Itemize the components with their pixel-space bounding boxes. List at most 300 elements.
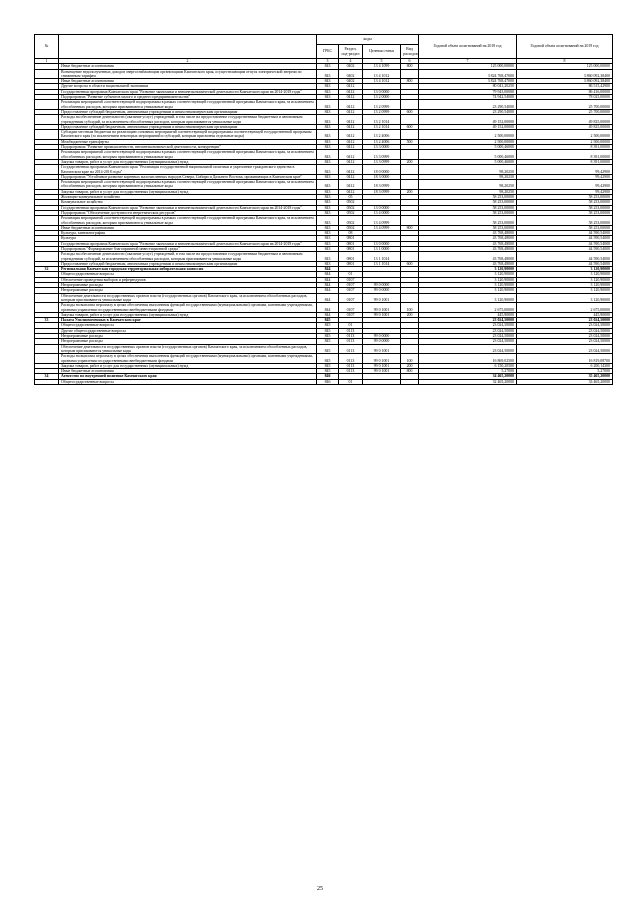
row-vid: 800 [401, 79, 419, 84]
row-grbs: 845 [317, 328, 339, 333]
row-number [35, 130, 59, 140]
row-tsel: 13 1 0000 [363, 246, 401, 251]
row-name: Непрограммные расходы [59, 339, 317, 344]
row-razdel: 0113 [339, 339, 363, 344]
row-vid: 100 [401, 303, 419, 313]
row-grbs: 845 [317, 323, 339, 328]
row-razdel: 0113 [339, 363, 363, 368]
row-razdel: 0801 [339, 246, 363, 251]
row-name: Культура [59, 236, 317, 241]
row-razdel: 0412 [339, 180, 363, 190]
row-tsel: 13 2 1014 [363, 124, 401, 129]
column-number: 3 [317, 59, 339, 64]
row-razdel: 0801 [339, 252, 363, 262]
row-amount-2018: 16 869,02500 [419, 354, 517, 364]
row-vid [401, 344, 419, 354]
row-vid: 200 [401, 189, 419, 194]
row-number [35, 115, 59, 125]
row-amount-2019: 44 590,54000 [517, 231, 613, 236]
row-name: Другие вопросы в области национальной экономики [59, 84, 317, 89]
column-number: 6 [401, 59, 419, 64]
row-razdel: 0402 [339, 79, 363, 84]
row-grbs: 844 [317, 283, 339, 288]
row-razdel: 0113 [339, 354, 363, 364]
row-grbs: 844 [317, 272, 339, 277]
column-number: 5 [363, 59, 401, 64]
row-amount-2019: 58 253,00000 [517, 205, 613, 210]
row-grbs: 846 [317, 374, 339, 379]
row-tsel: 13 2 0000 [363, 95, 401, 100]
row-amount-2018: 58 253,00000 [419, 200, 517, 205]
row-razdel: 0412 [339, 130, 363, 140]
row-amount-2018: 23 024,50000 [419, 328, 517, 333]
row-amount-2018: 23 290,54000 [419, 109, 517, 114]
row-grbs: 844 [317, 312, 339, 317]
row-name: Закупка товаров, работ и услуг для государственных (муниципальных) нужд [59, 312, 317, 317]
row-grbs: 843 [317, 210, 339, 215]
row-grbs: 845 [317, 334, 339, 339]
row-vid: 800 [401, 369, 419, 374]
row-amount-2018: 58 253,00000 [419, 216, 517, 226]
row-tsel: 13 0 0000 [363, 205, 401, 210]
row-amount-2019: 6 200,14300 [517, 363, 613, 368]
column-number: 7 [419, 59, 517, 64]
table-row [35, 252, 613, 262]
row-tsel: 13 0 0000 [363, 89, 401, 94]
row-name: Иные бюджетные ассигнования [59, 369, 317, 374]
row-name: Реализация мероприятий «соответствующей подпрограммы в рамках соответствующей государственной программы Камчатского края, за исключением обособленных расходов, которым присваиваются уникальные коды [59, 100, 317, 110]
row-grbs: 843 [317, 95, 339, 100]
header-grbs: ГРБС [317, 45, 339, 59]
row-vid: 600 [401, 124, 419, 129]
row-razdel: 0412 [339, 159, 363, 164]
row-razdel: 0107 [339, 277, 363, 282]
row-tsel: 99 0 1001 [363, 344, 401, 354]
header-name [59, 35, 317, 59]
row-vid: 100 [401, 354, 419, 364]
row-name: Подпрограмма "Обеспечение доступности энергетических ресурсов" [59, 210, 317, 215]
row-vid: 200 [401, 312, 419, 317]
row-amount-2019: 99,42900 [517, 174, 613, 179]
table-row [35, 69, 613, 79]
row-name: Палата Уполномоченных в Камчатском крае [59, 318, 317, 323]
row-tsel: 13 3 0999 [363, 150, 401, 160]
row-tsel: 13 4 0999 [363, 225, 401, 230]
header-vid: Вид расходов [401, 45, 419, 59]
row-amount-2018: 43 768,48000 [419, 252, 517, 262]
row-tsel: 99 0 1001 [363, 354, 401, 364]
row-vid: 600 [401, 261, 419, 266]
row-name: Коммунальное хозяйство [59, 200, 317, 205]
row-grbs: 843 [317, 64, 339, 69]
row-amount-2019: 23 024,50000 [517, 328, 613, 333]
row-number [35, 216, 59, 226]
row-amount-2019: 8 391,00000 [517, 150, 613, 160]
row-name: Подпрограмма "Устойчивое развитие коренных малочисленных народов Севера, Сибири и Дальнего Востока, проживающих в Камчатском крае" [59, 174, 317, 179]
row-grbs: 843 [317, 236, 339, 241]
row-amount-2019: 44 590,54000 [517, 252, 613, 262]
row-amount-2018: 3 120,90000 [419, 267, 517, 272]
row-amount-2019: 445,90000 [517, 312, 613, 317]
column-number: 2 [59, 59, 317, 64]
row-number [35, 69, 59, 79]
row-amount-2018: 23 024,50000 [419, 339, 517, 344]
row-amount-2019: 3 120,90000 [517, 267, 613, 272]
table-row [35, 216, 613, 226]
table-row [35, 130, 613, 140]
row-name: Иные бюджетные ассигнования [59, 79, 317, 84]
row-razdel: 0502 [339, 216, 363, 226]
row-vid: 800 [401, 64, 419, 69]
table-row [35, 165, 613, 175]
row-tsel: 13 2 4006 [363, 130, 401, 140]
row-razdel: 0412 [339, 174, 363, 179]
row-amount-2019: 23 024,50000 [517, 318, 613, 323]
row-name: Реализация мероприятий «соответствующей подпрограммы в рамках соответствующей государственной программы Камчатского края, за исключением обособленных расходов, которым присваиваются уникальные коды [59, 180, 317, 190]
row-amount-2019: 23 024,50000 [517, 334, 613, 339]
row-tsel: 13 4 1012 [363, 79, 401, 84]
row-name: Предоставление субсидий бюджетным, автономным учреждениям и иным некоммерческим организациям [59, 261, 317, 266]
row-amount-2018: 5 000,46000 [419, 145, 517, 150]
row-amount-2018: 23 024,50000 [419, 334, 517, 339]
row-name: Обеспечение деятельности государственных органов власти (государственных органов) Камчатского края, за исключением обособленных расходов, которым присваиваются уникальные коды [59, 344, 317, 354]
header-2018: Годовой объем ассигнований на 2018 год [419, 35, 517, 59]
row-amount-2018: 43 768,48000 [419, 261, 517, 266]
row-tsel: 13 2 1014 [363, 115, 401, 125]
row-amount-2019: 44 590,54000 [517, 261, 613, 266]
row-amount-2018: 23 024,50000 [419, 318, 517, 323]
row-tsel: 99 0 0000 [363, 288, 401, 293]
row-vid [401, 216, 419, 226]
row-name: Реализация мероприятий «соответствующей подпрограммы в рамках соответствующей государственной программы Камчатского края, за исключением обособленных расходов, которым присваиваются уникальные коды [59, 150, 317, 160]
row-name: Государственная программа Камчатского края "Развитие экономики и внешнеэкономической деятельности Камчатского края на 2014-2018 годы" [59, 241, 317, 246]
row-amount-2018: 79 943,00000 [419, 89, 517, 94]
row-name: Непрограммные расходы [59, 288, 317, 293]
row-amount-2019: 99,42900 [517, 180, 613, 190]
row-amount-2019: 78 025,00000 [517, 95, 613, 100]
row-grbs: 843 [317, 180, 339, 190]
row-vid [401, 115, 419, 125]
table-row [35, 150, 613, 160]
row-amount-2018: 98,20250 [419, 189, 517, 194]
row-amount-2019: 3 120,90000 [517, 283, 613, 288]
row-grbs: 845 [317, 363, 339, 368]
row-amount-2019: 58 253,00000 [517, 200, 613, 205]
header-codes: коды [317, 35, 419, 45]
row-tsel: 13 4 1012 [363, 69, 401, 79]
row-razdel: 08 [339, 231, 363, 236]
row-amount-2019: 23 024,50000 [517, 339, 613, 344]
row-name: Жилищно-коммунальное хозяйство [59, 195, 317, 200]
row-amount-2019: 23 024,50000 [517, 344, 613, 354]
row-amount-2019: 35 465,20000 [517, 374, 613, 379]
row-tsel: 18 3 0999 [363, 180, 401, 190]
row-amount-2019: 58 253,00000 [517, 225, 613, 230]
header-tsel: Целевая статья [363, 45, 401, 59]
row-grbs: 845 [317, 339, 339, 344]
row-razdel: 0412 [339, 165, 363, 175]
row-amount-2018: 23 024,50000 [419, 323, 517, 328]
row-vid [401, 150, 419, 160]
row-amount-2019: 58 253,00000 [517, 195, 613, 200]
row-amount-2018: 43 768,48000 [419, 241, 517, 246]
table-row [35, 115, 613, 125]
row-razdel: 0412 [339, 95, 363, 100]
row-amount-2018: 3 824 768,47000 [419, 69, 517, 79]
row-razdel: 0801 [339, 236, 363, 241]
row-grbs: 844 [317, 277, 339, 282]
row-amount-2019: 99,42900 [517, 165, 613, 175]
row-name: Межбюджетные трансферты [59, 139, 317, 144]
row-tsel: 99 0 1001 [363, 369, 401, 374]
column-number: 4 [339, 59, 363, 64]
row-amount-2018: 34 465,20000 [419, 374, 517, 379]
row-name: Расходы на выплаты персоналу в целях обеспечения выполнения функций государственными (муниципальными) органами, казенными учреждениями, органами управления государственными внебюджетными фондами [59, 303, 317, 313]
row-razdel: 0412 [339, 139, 363, 144]
row-razdel: 0502 [339, 205, 363, 210]
row-amount-2018: 43 768,48000 [419, 231, 517, 236]
table-row [35, 354, 613, 364]
row-number [35, 180, 59, 190]
row-razdel: 0412 [339, 150, 363, 160]
row-razdel: 0412 [339, 100, 363, 110]
row-amount-2019: 58 253,00000 [517, 216, 613, 226]
row-name: Закупка товаров, работ и услуг для государственных (муниципальных) нужд [59, 189, 317, 194]
row-amount-2019: 25 700,00000 [517, 109, 613, 114]
row-grbs: 843 [317, 225, 339, 230]
row-grbs: 845 [317, 369, 339, 374]
row-amount-2019: 2 500,00000 [517, 139, 613, 144]
column-number: 1 [35, 59, 59, 64]
row-name: Расходы на обеспечение деятельности (оказание услуг) учреждений, в том числе на предоставление государственным бюджетным и автономным учреждениям субсидий, за исключением обособленных расходов, которым присваиваются уникальные коды [59, 252, 317, 262]
row-amount-2018: 32 465,20000 [419, 379, 517, 384]
row-vid: 500 [401, 139, 419, 144]
row-name: Закупка товаров, работ и услуг для государственных (муниципальных) нужд [59, 363, 317, 368]
row-amount-2018: 3 120,90000 [419, 283, 517, 288]
row-amount-2018: 3 120,90000 [419, 288, 517, 293]
row-grbs: 843 [317, 205, 339, 210]
row-amount-2018: 125 000,00000 [419, 64, 517, 69]
row-name: Иные бюджетные ассигнования [59, 64, 317, 69]
row-vid [401, 165, 419, 175]
row-vid [401, 180, 419, 190]
row-tsel: 13 1 1014 [363, 252, 401, 262]
row-name: Государственная программа Камчатского края "Развитие экономики и внешнеэкономической деятельности Камчатского края на 2014-2018 годы" [59, 205, 317, 210]
row-grbs: 843 [317, 89, 339, 94]
row-name: Непрограммные расходы [59, 334, 317, 339]
row-grbs: 843 [317, 189, 339, 194]
row-grbs: 843 [317, 241, 339, 246]
row-number [35, 100, 59, 110]
row-razdel: 0412 [339, 109, 363, 114]
row-amount-2019: 33 465,20000 [517, 379, 613, 384]
row-grbs: 843 [317, 109, 339, 114]
row-amount-2019: 86 416,00000 [517, 89, 613, 94]
row-grbs: 843 [317, 69, 339, 79]
row-grbs: 843 [317, 139, 339, 144]
row-grbs: 843 [317, 231, 339, 236]
row-tsel: 99 0 1001 [363, 312, 401, 317]
row-razdel: 0502 [339, 200, 363, 205]
row-name: Предоставление субсидий бюджетным, автономным учреждениям и иным некоммерческим организациям [59, 124, 317, 129]
row-amount-2019: 58 253,00000 [517, 210, 613, 215]
row-amount-2018: 98,20250 [419, 174, 517, 179]
row-name: Другие общегосударственные вопросы [59, 328, 317, 333]
row-name: Обеспечение деятельности государственных органов власти (государственных органов) Камчатского края, за исключением обособленных расходов, которым присваиваются уникальные коды [59, 293, 317, 303]
row-grbs: 843 [317, 261, 339, 266]
row-grbs: 843 [317, 159, 339, 164]
row-grbs: 843 [317, 124, 339, 129]
row-grbs: 843 [317, 246, 339, 251]
row-amount-2019: 8 391,00000 [517, 159, 613, 164]
row-name: Предоставление субсидий бюджетным, автономным учреждениям и иным некоммерческим организациям [59, 109, 317, 114]
row-name: Общегосударственные вопросы [59, 272, 317, 277]
row-razdel: 0107 [339, 288, 363, 293]
row-number [35, 344, 59, 354]
row-amount-2018: 2 500,00000 [419, 139, 517, 144]
row-number [35, 252, 59, 262]
table-body [35, 64, 613, 385]
row-amount-2019: 125 000,00000 [517, 64, 613, 69]
table-row [35, 100, 613, 110]
table-row [35, 344, 613, 354]
row-amount-2019: 8 391,00000 [517, 145, 613, 150]
row-name: Реализация мероприятий «соответствующей подпрограммы в рамках соответствующей государственной программы Камчатского края, за исключением обособленных расходов, которым присваиваются уникальные коды [59, 216, 317, 226]
row-vid [401, 293, 419, 303]
row-razdel: 0502 [339, 225, 363, 230]
row-amount-2018: 2 500,00000 [419, 130, 517, 140]
row-amount-2018: 74 942,54000 [419, 95, 517, 100]
row-amount-2018: 49 152,00000 [419, 124, 517, 129]
row-name: Подпрограмма "Развитие субъектов малого и среднего предпринимательства" [59, 95, 317, 100]
row-amount-2018: 58 253,00000 [419, 225, 517, 230]
row-grbs: 843 [317, 150, 339, 160]
row-vid [401, 100, 419, 110]
budget-table [34, 34, 613, 385]
row-name: Возмещение недополученных доходов энергоснабжающим организациям Камчатского края, осуществляющим отпуск электрической энергии по сниженным тарифам [59, 69, 317, 79]
row-razdel: 0107 [339, 312, 363, 317]
row-razdel: 0107 [339, 283, 363, 288]
row-vid [401, 130, 419, 140]
table-row [35, 180, 613, 190]
row-number: 34 [35, 374, 59, 379]
row-amount-2019: 5,27000 [517, 369, 613, 374]
row-tsel [363, 379, 401, 384]
row-name: Подпрограмма "Формирование благоприятной инвестиционной среды" [59, 246, 317, 251]
row-razdel: 0412 [339, 145, 363, 150]
row-number: 32 [35, 267, 59, 272]
row-tsel: 18 3 0999 [363, 189, 401, 194]
row-amount-2018: 2 675,00000 [419, 303, 517, 313]
row-name: Государственная программа Камчатского края "Развитие экономики и внешнеэкономической деятельности Камчатского края на 2014-2018 годы" [59, 89, 317, 94]
row-name: Иные бюджетные ассигнования [59, 225, 317, 230]
row-name: Агентство по внутренней политике Камчатского края [59, 374, 317, 379]
row-razdel: 0113 [339, 369, 363, 374]
row-name: Непрограммные расходы [59, 283, 317, 288]
row-tsel: 99 0 0000 [363, 339, 401, 344]
row-razdel: 05 [339, 195, 363, 200]
row-amount-2019: 99,42900 [517, 189, 613, 194]
row-amount-2019: 44 590,54000 [517, 241, 613, 246]
row-razdel: 01 [339, 272, 363, 277]
row-grbs: 845 [317, 354, 339, 364]
row-number: 33 [35, 318, 59, 323]
row-amount-2019: 23 024,50000 [517, 323, 613, 328]
row-grbs: 843 [317, 130, 339, 140]
row-amount-2019: 3 120,90000 [517, 293, 613, 303]
row-amount-2018: 43 768,48000 [419, 236, 517, 241]
row-razdel: 0412 [339, 124, 363, 129]
row-amount-2018: 49 152,00000 [419, 115, 517, 125]
row-grbs: 845 [317, 344, 339, 354]
row-vid: 200 [401, 159, 419, 164]
row-amount-2018: 5 000,46000 [419, 159, 517, 164]
row-name: Региональная Камчатская городская территориальная избирательная комиссия [59, 267, 317, 272]
column-number: 8 [517, 59, 613, 64]
row-amount-2018: 3 120,90000 [419, 277, 517, 282]
row-grbs: 846 [317, 379, 339, 384]
row-grbs: 845 [317, 318, 339, 323]
header-2019: Годовой объем ассигнований на 2019 год [517, 35, 613, 59]
row-amount-2019: 3 860 092,38400 [517, 79, 613, 84]
row-vid: 200 [401, 363, 419, 368]
row-grbs: 843 [317, 195, 339, 200]
row-tsel: 13 1 1014 [363, 261, 401, 266]
row-grbs: 844 [317, 293, 339, 303]
row-number [35, 165, 59, 175]
row-amount-2019: 16 819,08700 [517, 354, 613, 364]
row-amount-2018: 5 000,46000 [419, 150, 517, 160]
row-name: Расходы на выплаты персоналу в целях обеспечения выполнения функций государственными (муниципальными) органами, казенными учреждениями, органами управления государственными внебюджетными фондами [59, 354, 317, 364]
row-number [35, 379, 59, 384]
row-amount-2018: 3 120,90000 [419, 293, 517, 303]
row-tsel: 13 2 0999 [363, 100, 401, 110]
row-name: Подпрограмма "Развитие промышленности, внешнеэкономической деятельности, конкуренции" [59, 145, 317, 150]
row-tsel: 99 0 0000 [363, 283, 401, 288]
row-amount-2018: 58 253,00000 [419, 210, 517, 215]
row-vid [401, 69, 419, 79]
row-amount-2019: 49 825,00000 [517, 124, 613, 129]
row-razdel: 0412 [339, 115, 363, 125]
row-tsel: 99 0 1001 [363, 363, 401, 368]
row-name: Общегосударственные вопросы [59, 323, 317, 328]
budget-table-sheet [34, 34, 612, 385]
row-name: Субсидии местным бюджетам на реализацию основных мероприятий соответствующей подпрограммы соответствующей государственной программы Камчатского края (за исключением некоторых мероприятий и субсидий, которым присвоены отдельные коды) [59, 130, 317, 140]
row-amount-2019: 3 860 092,38400 [517, 69, 613, 79]
row-razdel: 0412 [339, 189, 363, 194]
row-amount-2018: 23 290,54000 [419, 100, 517, 110]
row-razdel: 0412 [339, 84, 363, 89]
row-tsel: 99 0 0000 [363, 334, 401, 339]
row-number [35, 150, 59, 160]
row-tsel: 18 3 0000 [363, 174, 401, 179]
row-razdel: 0113 [339, 334, 363, 339]
row-amount-2019: 2 500,00000 [517, 130, 613, 140]
row-razdel: 0502 [339, 210, 363, 215]
row-razdel: 0412 [339, 89, 363, 94]
row-razdel: 01 [339, 323, 363, 328]
row-tsel: 13 4 0999 [363, 216, 401, 226]
row-tsel: 13 2 4006 [363, 139, 401, 144]
header-razdel: Раздел, под-раздел [339, 45, 363, 59]
row-amount-2019: 44 590,54000 [517, 236, 613, 241]
row-name: Расходы на обеспечение деятельности (оказание услуг) учреждений, в том числе на предоставление государственным бюджетным и автономным учреждениям субсидий, за исключением обособленных расходов, которым присваиваются уникальные коды [59, 115, 317, 125]
row-amount-2018: 80 041,20250 [419, 84, 517, 89]
row-grbs: 844 [317, 303, 339, 313]
header-no: № [35, 35, 59, 59]
row-name: Общегосударственные вопросы [59, 379, 317, 384]
row-number [35, 303, 59, 313]
